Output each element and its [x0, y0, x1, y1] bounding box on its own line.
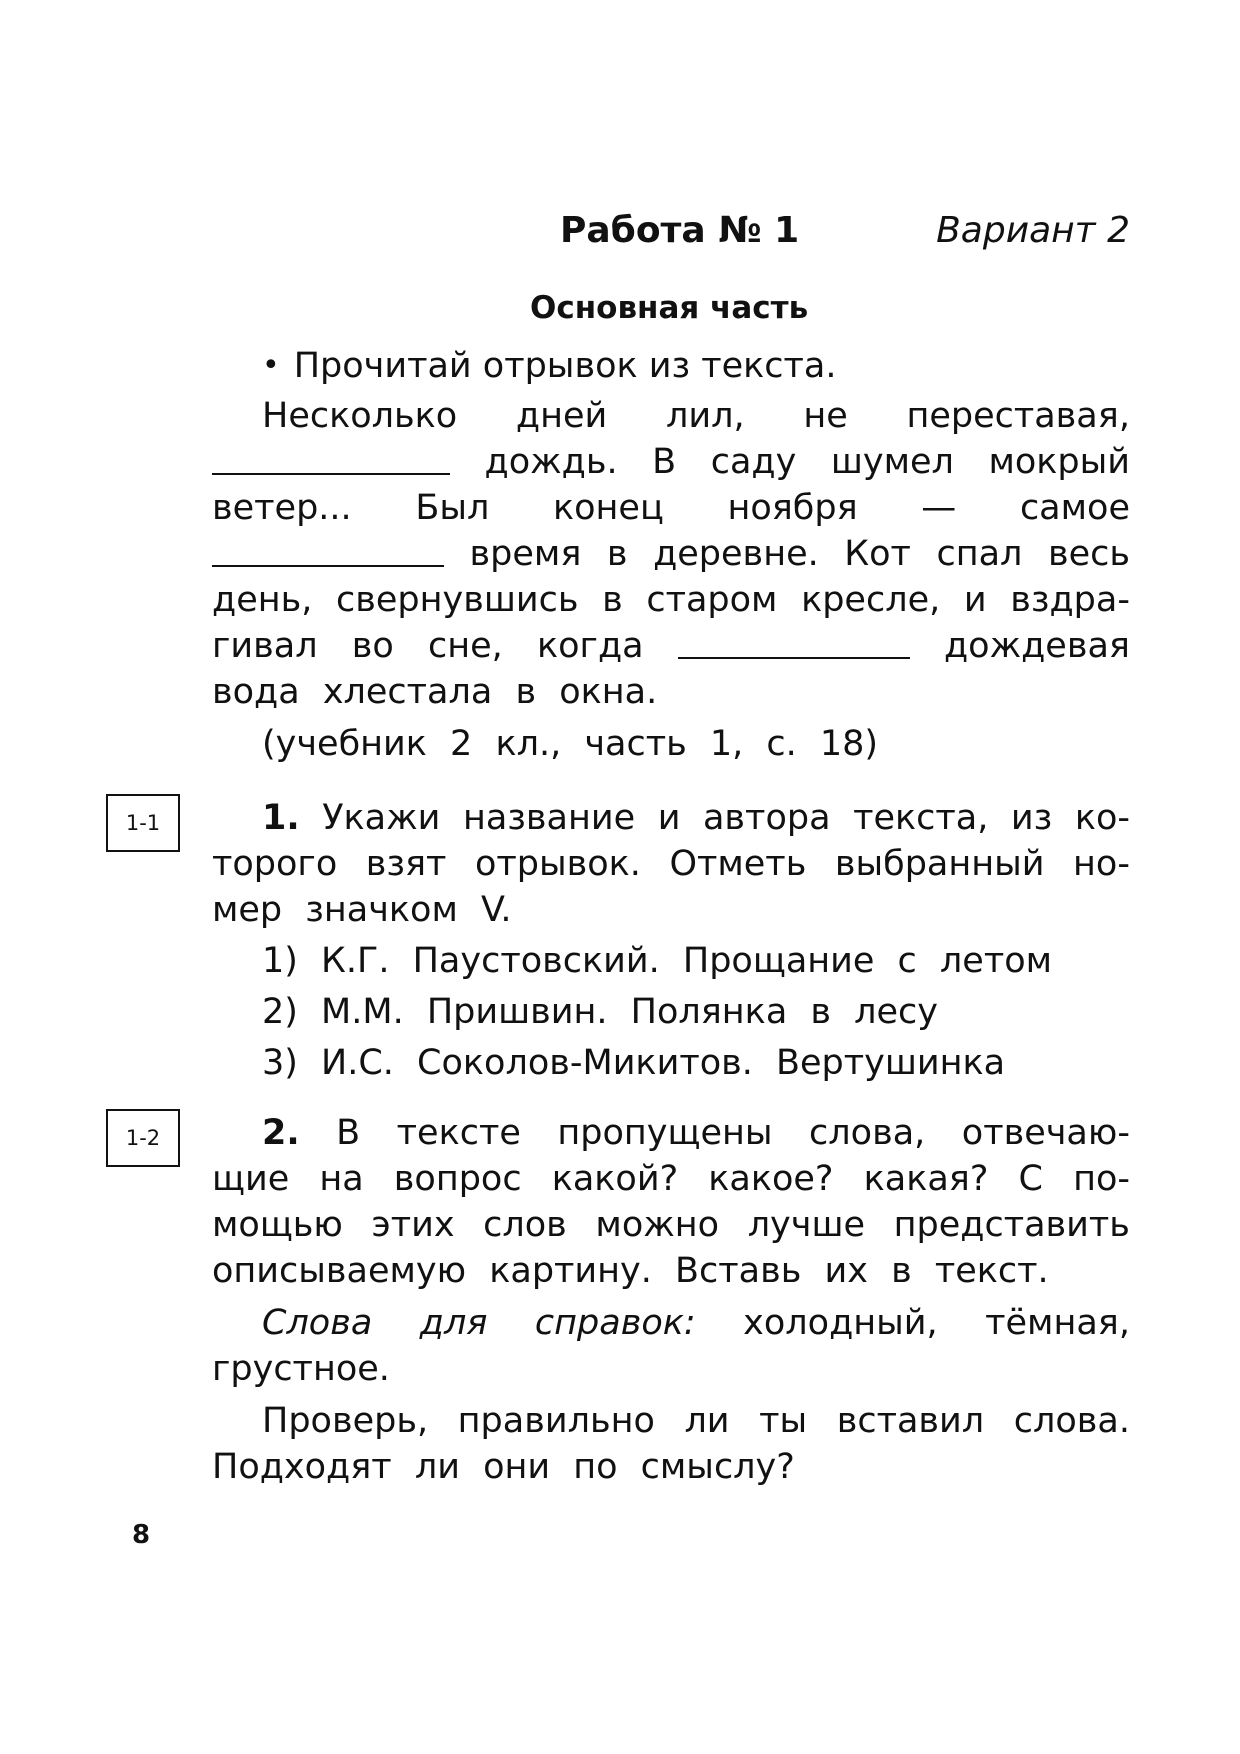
word: ты [759, 1401, 808, 1441]
word: лучше [747, 1205, 866, 1245]
word: шумел [830, 442, 954, 482]
word: гивал [212, 626, 318, 666]
title-row [560, 210, 1130, 270]
word: Отметь [669, 844, 807, 884]
task-number: 2. [262, 1113, 300, 1153]
word: какой? [551, 1159, 679, 1199]
check-line-1 [262, 1398, 1130, 1444]
word: сне, [428, 626, 503, 666]
passage-line-2 [212, 439, 1130, 485]
reference-word: тёмная, [985, 1303, 1130, 1343]
work-title: Работа № 1 [560, 210, 800, 251]
hint-label-word: для [419, 1303, 488, 1343]
reference-word: холодный, [743, 1303, 938, 1343]
word: саду [710, 442, 797, 482]
word: мокрый [988, 442, 1130, 482]
word: Кот [844, 534, 911, 574]
instruction-line [262, 343, 1130, 389]
word: старом [646, 580, 778, 620]
answer-option-2[interactable] [262, 989, 1130, 1035]
word: во [351, 626, 394, 666]
word: в [602, 580, 623, 620]
word: деревне. [653, 534, 819, 574]
hint-label-word: справок: [534, 1303, 696, 1343]
word: в [606, 534, 628, 574]
word: день, [212, 580, 313, 620]
word: С [1018, 1159, 1043, 1199]
task1-line-2 [212, 841, 1130, 887]
word: — [921, 488, 957, 528]
passage-end: вода хлестала в окна. [212, 672, 658, 712]
word: но- [1073, 844, 1130, 884]
blank-field-3[interactable] [678, 623, 910, 659]
word: вставил [836, 1401, 985, 1441]
task2-line-3 [212, 1202, 1130, 1248]
word: ко- [1074, 798, 1130, 838]
check-line-2 [212, 1444, 1130, 1490]
check-question: Подходят ли они по смыслу? [212, 1447, 795, 1487]
word: взят [365, 844, 447, 884]
word: этих [371, 1205, 455, 1245]
word: дождевая [943, 626, 1130, 666]
blank-field-1[interactable] [212, 439, 450, 475]
task-code-box-2: 1-2 [106, 1109, 180, 1167]
word: самое [1019, 488, 1130, 528]
word: какая? [863, 1159, 989, 1199]
word: весь [1047, 534, 1130, 574]
blank-field-2[interactable] [212, 531, 444, 567]
word: вопрос [393, 1159, 522, 1199]
word: время [469, 534, 582, 574]
word: правильно [457, 1401, 655, 1441]
word: кресле, [801, 580, 941, 620]
task2-line-4 [212, 1248, 1130, 1294]
passage-line-7 [212, 669, 1130, 715]
passage-line-6 [212, 623, 1130, 669]
word: текста, [853, 798, 989, 838]
task2-line-1 [262, 1110, 1130, 1156]
word: В [652, 442, 677, 482]
word: на [319, 1159, 364, 1199]
task1-line-1 [262, 795, 1130, 841]
source-line [262, 721, 1130, 767]
word: спал [936, 534, 1023, 574]
word: автора [702, 798, 831, 838]
word: дней [515, 396, 608, 436]
answer-option-1[interactable] [262, 938, 1130, 984]
word: конец [553, 488, 664, 528]
word: дождь. [484, 442, 618, 482]
option-text: 3) И.С. Соколов-Микитов. Вертушинка [262, 1043, 1006, 1083]
word: свернувшись [335, 580, 579, 620]
word: и [657, 798, 681, 838]
instruction-text: Прочитай отрывок из текста. [293, 346, 837, 386]
hint-label-word: Слова [262, 1303, 373, 1343]
reference-words-line [262, 1300, 1130, 1346]
word: Несколько [262, 396, 458, 436]
passage-line-3 [212, 485, 1130, 531]
task2-text-end: описываемую картину. Вставь их в текст. [212, 1251, 1049, 1291]
source-reference: (учебник 2 кл., часть 1, с. 18) [262, 724, 879, 764]
word: выбранный [834, 844, 1045, 884]
word: по- [1073, 1159, 1130, 1199]
task-number: 1. [262, 798, 300, 838]
word: торого [212, 844, 338, 884]
word: ли [684, 1401, 730, 1441]
section-title: Основная часть [530, 290, 809, 326]
word: пропущены [557, 1113, 773, 1153]
word: отрывок. [474, 844, 641, 884]
word: лил, [665, 396, 745, 436]
passage-line-5 [212, 577, 1130, 623]
word: и [963, 580, 987, 620]
reference-words-line-2 [212, 1346, 1130, 1392]
word: можно [595, 1205, 720, 1245]
word: название [462, 798, 636, 838]
word: слов [483, 1205, 567, 1245]
word: ноября [727, 488, 858, 528]
task-code-box-1: 1-1 [106, 794, 180, 852]
word: Укажи [322, 798, 441, 838]
word: Проверь, [262, 1401, 429, 1441]
word: Был [415, 488, 490, 528]
passage-line-4 [212, 531, 1130, 577]
word: слова, [809, 1113, 926, 1153]
word: тексте [396, 1113, 521, 1153]
variant-label: Вариант 2 [936, 210, 1130, 251]
word: представить [893, 1205, 1130, 1245]
answer-option-3[interactable] [262, 1040, 1130, 1086]
reference-word: грустное. [212, 1349, 390, 1389]
word: из [1010, 798, 1053, 838]
page-number: 8 [132, 1520, 151, 1550]
word: отвечаю- [961, 1113, 1130, 1153]
word: ветер... [212, 488, 352, 528]
task2-line-2 [212, 1156, 1130, 1202]
word: не [803, 396, 848, 436]
word: переставая, [906, 396, 1130, 436]
option-text: 2) М.М. Пришвин. Полянка в лесу [262, 992, 939, 1032]
word: когда [537, 626, 644, 666]
word: слова. [1013, 1401, 1130, 1441]
word: мощью [212, 1205, 343, 1245]
option-text: 1) К.Г. Паустовский. Прощание с летом [262, 941, 1053, 981]
bullet-icon: • [262, 348, 280, 383]
word: щие [212, 1159, 290, 1199]
word: вздра- [1010, 580, 1130, 620]
task1-line-3 [212, 887, 1130, 933]
word: какое? [708, 1159, 834, 1199]
task1-text-end: мер значком V. [212, 890, 512, 930]
word: В [336, 1113, 361, 1153]
passage-line-1 [262, 393, 1130, 439]
